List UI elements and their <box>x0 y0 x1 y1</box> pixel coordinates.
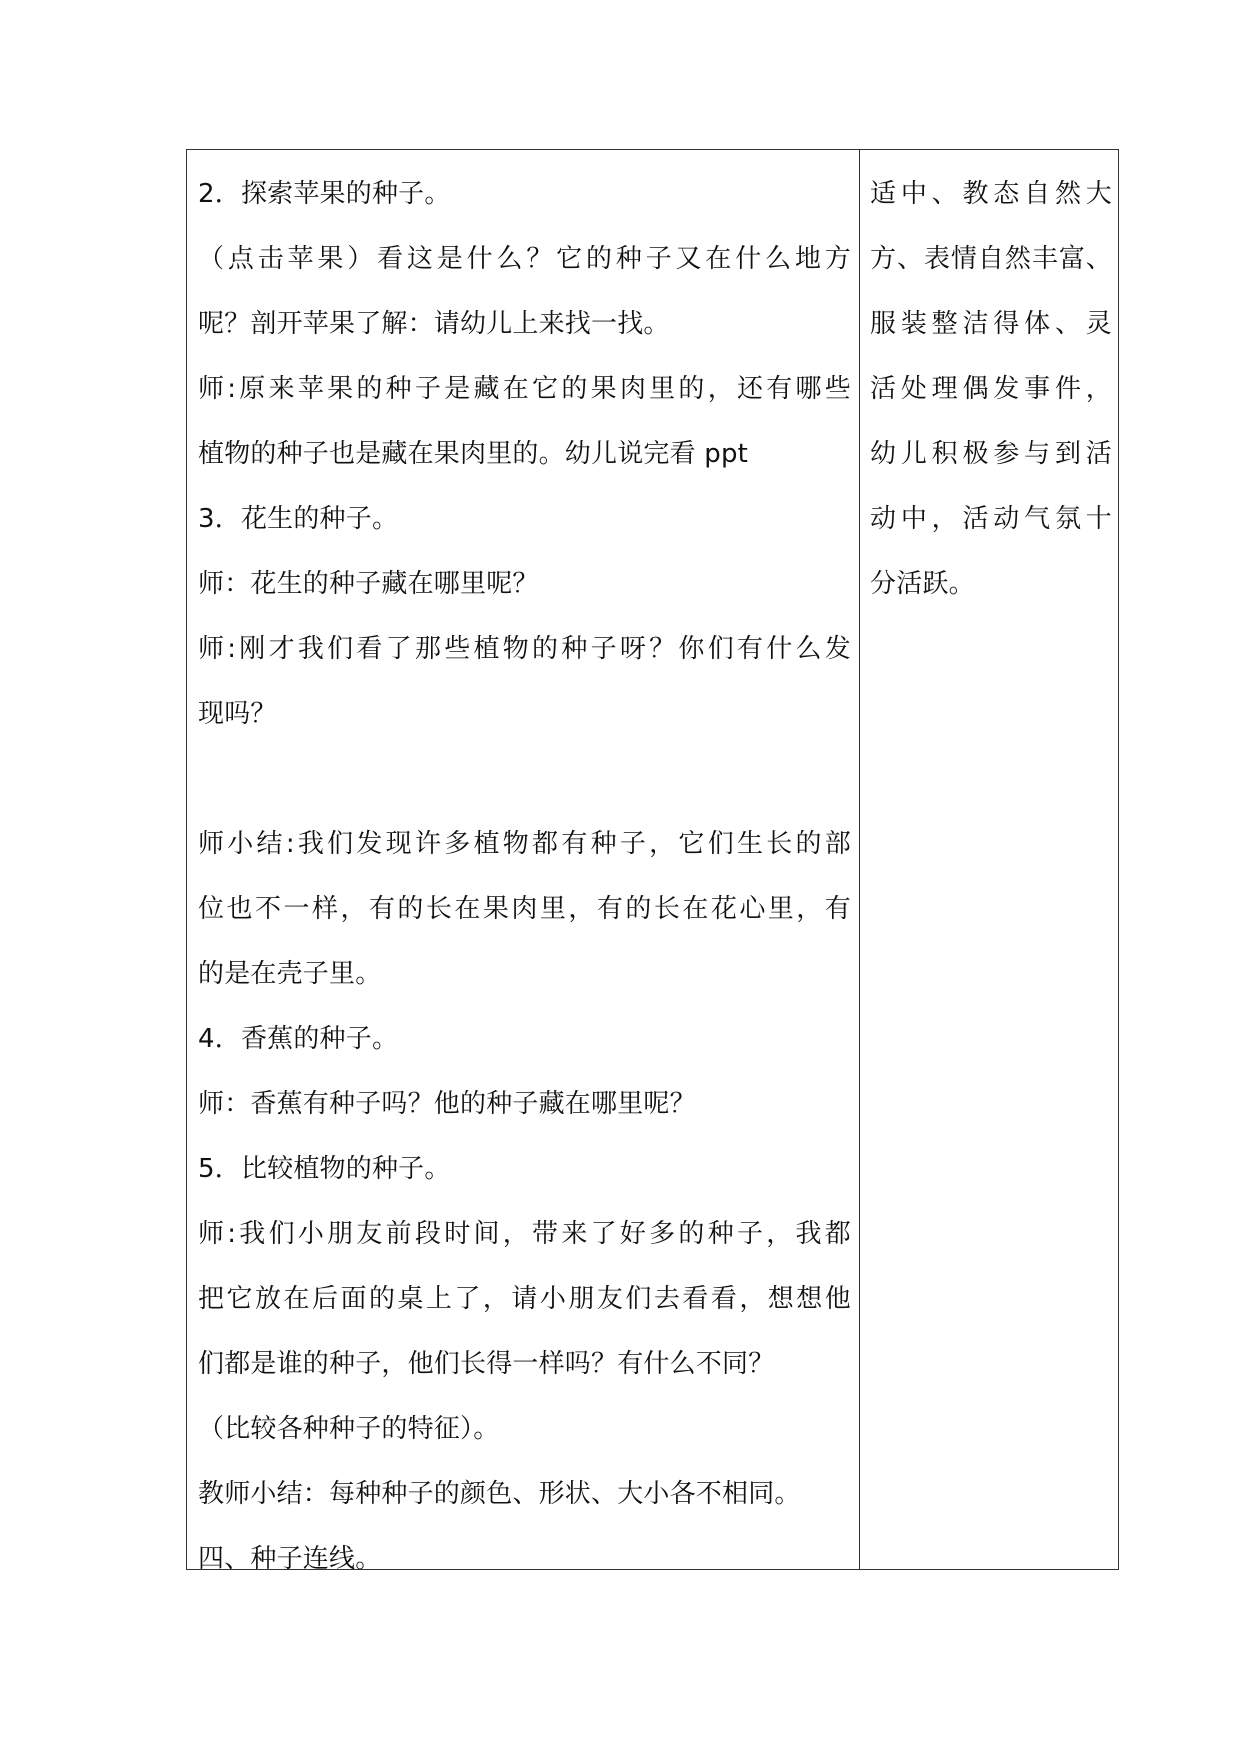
text-line: 四、种子连线。 <box>198 1544 382 1574</box>
text-line: （点击苹果）看这是什么？它的种子又在什么地方 <box>198 244 851 274</box>
text-line: 活处理偶发事件， <box>870 374 1112 404</box>
text-line: 方、表情自然丰富、 <box>870 244 1112 274</box>
text-line: 2．探索苹果的种子。 <box>198 179 451 209</box>
text-line: 3．花生的种子。 <box>198 504 399 534</box>
process-column <box>187 150 860 1574</box>
text-line: 位也不一样，有的长在果肉里，有的长在花心里，有 <box>198 894 851 924</box>
text-line: 适中、教态自然大 <box>870 179 1112 209</box>
text-line: 4．香蕉的种子。 <box>198 1024 399 1054</box>
text-line: 幼儿积极参与到活 <box>870 439 1112 469</box>
text-line: 呢？剖开苹果了解：请幼儿上来找一找。 <box>198 309 670 339</box>
text-line: 植物的种子也是藏在果肉里的。幼儿说完看 ppt <box>198 439 749 469</box>
text-line: 师:刚才我们看了那些植物的种子呀？你们有什么发 <box>198 634 851 664</box>
blank-line <box>198 747 851 812</box>
text-line: 师:原来苹果的种子是藏在它的果肉里的，还有哪些 <box>198 374 851 404</box>
text-line: 们都是谁的种子，他们长得一样吗？有什么不同？ <box>198 1349 775 1379</box>
text-line: 现吗？ <box>198 699 277 729</box>
text-line: 师：香蕉有种子吗？他的种子藏在哪里呢？ <box>198 1089 696 1119</box>
text-line: 服装整洁得体、灵 <box>870 309 1112 339</box>
lesson-table <box>186 149 1119 1574</box>
text-line: 教师小结：每种种子的颜色、形状、大小各不相同。 <box>198 1479 801 1509</box>
text-line: 分活跃。 <box>870 569 975 599</box>
text-line: 把它放在后面的桌上了，请小朋友们去看看，想想他 <box>198 1284 851 1314</box>
text-line: 师：花生的种子藏在哪里呢？ <box>198 569 539 599</box>
text-line: 5．比较植物的种子。 <box>198 1154 451 1184</box>
evaluation-column <box>860 150 1118 1569</box>
text-line: （比较各种种子的特征）。 <box>198 1414 500 1444</box>
text-line: 师小结:我们发现许多植物都有种子，它们生长的部 <box>198 829 851 859</box>
text-line: 动中，活动气氛十 <box>870 504 1112 534</box>
text-line: 师:我们小朋友前段时间，带来了好多的种子，我都 <box>198 1219 851 1249</box>
text-line: 的是在壳子里。 <box>198 959 382 989</box>
